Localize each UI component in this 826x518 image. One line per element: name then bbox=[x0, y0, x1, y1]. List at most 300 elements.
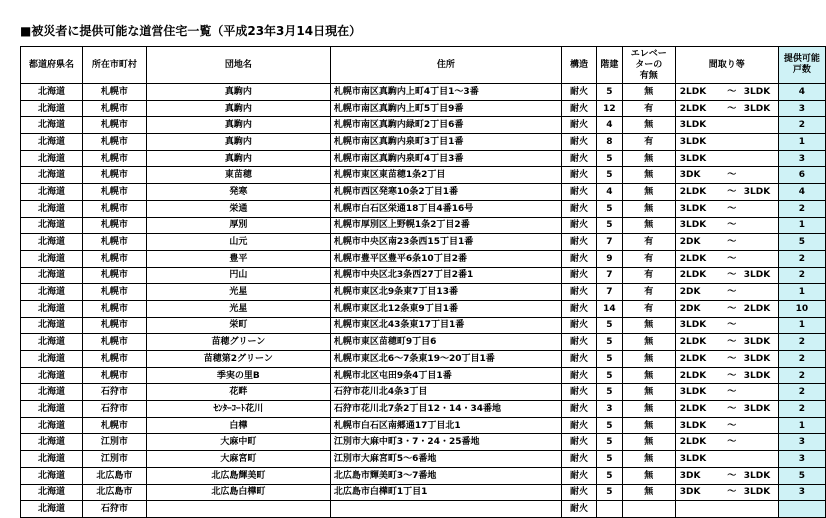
cell-structure: 耐火 bbox=[561, 334, 596, 351]
cell-prefecture: 北海道 bbox=[21, 384, 83, 401]
cell-units: 3 bbox=[778, 451, 825, 468]
cell-units: 1 bbox=[778, 417, 825, 434]
cell-elevator: 無 bbox=[622, 484, 675, 501]
layout-tilde: ～ bbox=[727, 303, 737, 314]
cell-structure: 耐火 bbox=[561, 217, 596, 234]
layout-tilde: ～ bbox=[727, 203, 737, 214]
cell-structure: 耐火 bbox=[561, 484, 596, 501]
layout-from: 3LDK bbox=[679, 120, 707, 131]
cell-city: 札幌市 bbox=[83, 334, 147, 351]
cell-complex-name: 白樺 bbox=[146, 417, 330, 434]
cell-address: 札幌市東区北6～7条東19～20丁目1番 bbox=[330, 351, 561, 368]
cell-prefecture: 北海道 bbox=[21, 117, 83, 134]
cell-layout bbox=[675, 167, 778, 184]
cell-city: 江別市 bbox=[83, 434, 147, 451]
header-address: 住所 bbox=[330, 47, 561, 84]
table-row bbox=[21, 200, 826, 217]
header-elevator-line2: ターの bbox=[635, 59, 663, 70]
cell-layout bbox=[675, 401, 778, 418]
layout-from: 2LDK bbox=[679, 103, 707, 114]
cell-layout bbox=[675, 417, 778, 434]
cell-layout bbox=[675, 484, 778, 501]
cell-prefecture: 北海道 bbox=[21, 451, 83, 468]
cell-city: 札幌市 bbox=[83, 351, 147, 368]
cell-city: 札幌市 bbox=[83, 234, 147, 251]
cell-units: 10 bbox=[778, 300, 825, 317]
layout-from: 3LDK bbox=[679, 320, 707, 331]
cell-structure: 耐火 bbox=[561, 501, 596, 518]
cell-elevator: 有 bbox=[622, 300, 675, 317]
cell-address: 北広島市輝美町3～7番地 bbox=[330, 467, 561, 484]
cell-elevator: 無 bbox=[622, 351, 675, 368]
layout-to: 2LDK bbox=[743, 303, 771, 314]
table-row bbox=[21, 150, 826, 167]
layout-tilde: ～ bbox=[727, 337, 737, 348]
cell-prefecture: 北海道 bbox=[21, 284, 83, 301]
cell-address: 札幌市北区屯田9条4丁目1番 bbox=[330, 367, 561, 384]
layout-tilde: ～ bbox=[727, 86, 737, 97]
cell-structure: 耐火 bbox=[561, 384, 596, 401]
layout-from: 2DK bbox=[679, 237, 701, 248]
cell-address: 札幌市中央区南23条西15丁目1番 bbox=[330, 234, 561, 251]
cell-elevator: 無 bbox=[622, 384, 675, 401]
layout-from: 2LDK bbox=[679, 186, 707, 197]
cell-floors: 5 bbox=[596, 351, 622, 368]
cell-city: 北広島市 bbox=[83, 467, 147, 484]
header-structure: 構造 bbox=[561, 47, 596, 84]
layout-from: 3LDK bbox=[679, 387, 707, 398]
cell-complex-name: 光星 bbox=[146, 300, 330, 317]
cell-floors: 5 bbox=[596, 84, 622, 101]
cell-address: 札幌市厚別区上野幌1条2丁目2番 bbox=[330, 217, 561, 234]
cell-units bbox=[778, 501, 825, 518]
layout-from: 2DK bbox=[679, 287, 701, 298]
layout-to: 3LDK bbox=[743, 470, 771, 481]
cell-prefecture: 北海道 bbox=[21, 434, 83, 451]
layout-to: 3LDK bbox=[743, 103, 771, 114]
table-row bbox=[21, 467, 826, 484]
cell-layout bbox=[675, 300, 778, 317]
cell-structure: 耐火 bbox=[561, 184, 596, 201]
cell-floors: 5 bbox=[596, 334, 622, 351]
header-units-line1: 提供可能 bbox=[783, 54, 820, 64]
cell-elevator: 無 bbox=[622, 434, 675, 451]
cell-address: 札幌市東区北9条東7丁目13番 bbox=[330, 284, 561, 301]
layout-tilde: ～ bbox=[727, 220, 737, 231]
header-elevator-line1: エレベー bbox=[630, 48, 667, 59]
cell-complex-name: 花畔 bbox=[146, 384, 330, 401]
cell-layout bbox=[675, 217, 778, 234]
cell-floors: 7 bbox=[596, 267, 622, 284]
cell-layout bbox=[675, 334, 778, 351]
cell-prefecture: 北海道 bbox=[21, 84, 83, 101]
cell-prefecture: 北海道 bbox=[21, 300, 83, 317]
layout-to: 3LDK bbox=[743, 370, 771, 381]
cell-structure: 耐火 bbox=[561, 434, 596, 451]
cell-units: 3 bbox=[778, 434, 825, 451]
cell-floors: 5 bbox=[596, 434, 622, 451]
cell-units: 2 bbox=[778, 117, 825, 134]
cell-complex-name: 真駒内 bbox=[146, 117, 330, 134]
cell-floors: 3 bbox=[596, 401, 622, 418]
cell-prefecture: 北海道 bbox=[21, 134, 83, 151]
cell-floors: 5 bbox=[596, 367, 622, 384]
cell-prefecture: 北海道 bbox=[21, 184, 83, 201]
cell-floors: 7 bbox=[596, 234, 622, 251]
cell-structure: 耐火 bbox=[561, 84, 596, 101]
layout-from: 2LDK bbox=[679, 337, 707, 348]
table-row bbox=[21, 451, 826, 468]
cell-floors: 5 bbox=[596, 150, 622, 167]
cell-address: 札幌市西区発寒10条2丁目1番 bbox=[330, 184, 561, 201]
table-row bbox=[21, 351, 826, 368]
cell-floors: 12 bbox=[596, 100, 622, 117]
cell-elevator: 無 bbox=[622, 184, 675, 201]
cell-city: 札幌市 bbox=[83, 250, 147, 267]
cell-city: 札幌市 bbox=[83, 300, 147, 317]
cell-structure: 耐火 bbox=[561, 150, 596, 167]
layout-from: 3LDK bbox=[679, 203, 707, 214]
header-elevator-line3: 有無 bbox=[639, 70, 658, 81]
cell-city: 札幌市 bbox=[83, 117, 147, 134]
header-layout: 間取り等 bbox=[675, 47, 778, 84]
cell-city: 札幌市 bbox=[83, 167, 147, 184]
cell-complex-name: 発寒 bbox=[146, 184, 330, 201]
cell-structure: 耐火 bbox=[561, 451, 596, 468]
cell-floors: 4 bbox=[596, 184, 622, 201]
cell-floors: 4 bbox=[596, 117, 622, 134]
cell-elevator: 無 bbox=[622, 200, 675, 217]
housing-table bbox=[20, 46, 826, 518]
cell-complex-name: 円山 bbox=[146, 267, 330, 284]
header-units bbox=[778, 47, 825, 84]
cell-city: 石狩市 bbox=[83, 401, 147, 418]
cell-elevator: 無 bbox=[622, 401, 675, 418]
header-complex: 団地名 bbox=[146, 47, 330, 84]
cell-floors: 5 bbox=[596, 451, 622, 468]
cell-floors: 5 bbox=[596, 217, 622, 234]
layout-from: 3LDK bbox=[679, 420, 707, 431]
cell-layout bbox=[675, 200, 778, 217]
cell-structure: 耐火 bbox=[561, 401, 596, 418]
layout-tilde: ～ bbox=[727, 420, 737, 431]
table-row bbox=[21, 401, 826, 418]
cell-units: 2 bbox=[778, 384, 825, 401]
cell-structure: 耐火 bbox=[561, 100, 596, 117]
cell-layout bbox=[675, 367, 778, 384]
cell-complex-name: 真駒内 bbox=[146, 84, 330, 101]
header-units-line2: 戸数 bbox=[792, 65, 811, 75]
cell-address: 札幌市東区北43条東17丁目1番 bbox=[330, 317, 561, 334]
cell-floors: 5 bbox=[596, 417, 622, 434]
cell-complex-name: 大麻宮町 bbox=[146, 451, 330, 468]
cell-city: 札幌市 bbox=[83, 284, 147, 301]
cell-city: 札幌市 bbox=[83, 317, 147, 334]
table-row bbox=[21, 334, 826, 351]
cell-layout bbox=[675, 184, 778, 201]
cell-prefecture: 北海道 bbox=[21, 217, 83, 234]
table-body bbox=[21, 84, 826, 518]
cell-elevator: 有 bbox=[622, 284, 675, 301]
cell-address: 石狩市花川北7条2丁目12・14・34番地 bbox=[330, 401, 561, 418]
cell-floors: 5 bbox=[596, 484, 622, 501]
cell-address: 北広島市白樺町1丁目1 bbox=[330, 484, 561, 501]
cell-layout bbox=[675, 384, 778, 401]
cell-city: 札幌市 bbox=[83, 134, 147, 151]
cell-address: 石狩市花川北4条3丁目 bbox=[330, 384, 561, 401]
layout-tilde: ～ bbox=[727, 470, 737, 481]
cell-floors: 14 bbox=[596, 300, 622, 317]
cell-prefecture: 北海道 bbox=[21, 351, 83, 368]
layout-tilde: ～ bbox=[727, 320, 737, 331]
cell-complex-name: ｾﾝﾀｰｺｰﾄ花川 bbox=[146, 401, 330, 418]
cell-prefecture: 北海道 bbox=[21, 317, 83, 334]
layout-from: 3DK bbox=[679, 470, 701, 481]
cell-layout bbox=[675, 434, 778, 451]
cell-elevator: 無 bbox=[622, 317, 675, 334]
layout-to: 3LDK bbox=[743, 487, 771, 498]
cell-prefecture: 北海道 bbox=[21, 267, 83, 284]
layout-to: 3LDK bbox=[743, 86, 771, 97]
cell-units: 1 bbox=[778, 217, 825, 234]
cell-units: 1 bbox=[778, 134, 825, 151]
cell-layout bbox=[675, 451, 778, 468]
cell-complex-name: 豊平 bbox=[146, 250, 330, 267]
layout-tilde: ～ bbox=[727, 186, 737, 197]
layout-tilde: ～ bbox=[727, 237, 737, 248]
cell-structure: 耐火 bbox=[561, 284, 596, 301]
cell-layout bbox=[675, 84, 778, 101]
table-row bbox=[21, 234, 826, 251]
table-row bbox=[21, 250, 826, 267]
cell-units: 2 bbox=[778, 250, 825, 267]
cell-prefecture: 北海道 bbox=[21, 401, 83, 418]
cell-units: 3 bbox=[778, 150, 825, 167]
cell-address: 札幌市南区真駒内泉町3丁目1番 bbox=[330, 134, 561, 151]
cell-complex-name: 真駒内 bbox=[146, 150, 330, 167]
cell-city: 江別市 bbox=[83, 451, 147, 468]
cell-address: 札幌市東区東苗穂1条2丁目 bbox=[330, 167, 561, 184]
table-row bbox=[21, 217, 826, 234]
layout-to: 3LDK bbox=[743, 270, 771, 281]
layout-tilde: ～ bbox=[727, 487, 737, 498]
table-row bbox=[21, 167, 826, 184]
cell-address: 札幌市東区苗穂町9丁目6 bbox=[330, 334, 561, 351]
cell-floors: 9 bbox=[596, 250, 622, 267]
cell-structure: 耐火 bbox=[561, 167, 596, 184]
cell-units: 2 bbox=[778, 334, 825, 351]
cell-complex-name: 厚別 bbox=[146, 217, 330, 234]
cell-address: 札幌市東区北12条東9丁目1番 bbox=[330, 300, 561, 317]
cell-elevator: 無 bbox=[622, 367, 675, 384]
cell-elevator: 有 bbox=[622, 250, 675, 267]
cell-address: 札幌市南区真駒内上町4丁目1～3番 bbox=[330, 84, 561, 101]
cell-elevator: 有 bbox=[622, 134, 675, 151]
cell-address: 江別市大麻宮町5～6番地 bbox=[330, 451, 561, 468]
header-prefecture: 都道府県名 bbox=[21, 47, 83, 84]
header-city: 所在市町村 bbox=[83, 47, 147, 84]
cell-prefecture: 北海道 bbox=[21, 467, 83, 484]
layout-tilde: ～ bbox=[727, 353, 737, 364]
cell-address: 札幌市南区真駒内上町5丁目9番 bbox=[330, 100, 561, 117]
cell-elevator: 無 bbox=[622, 334, 675, 351]
layout-from: 2LDK bbox=[679, 403, 707, 414]
cell-prefecture: 北海道 bbox=[21, 501, 83, 518]
table-row bbox=[21, 117, 826, 134]
cell-layout bbox=[675, 317, 778, 334]
layout-from: 2DK bbox=[679, 303, 701, 314]
cell-elevator: 無 bbox=[622, 167, 675, 184]
cell-elevator: 有 bbox=[622, 267, 675, 284]
cell-complex-name: 季実の里B bbox=[146, 367, 330, 384]
cell-units: 1 bbox=[778, 284, 825, 301]
cell-complex-name: 北広島輝美町 bbox=[146, 467, 330, 484]
table-header-row bbox=[21, 47, 826, 84]
cell-layout bbox=[675, 501, 778, 518]
layout-to: 3LDK bbox=[743, 337, 771, 348]
cell-units: 1 bbox=[778, 317, 825, 334]
cell-units: 2 bbox=[778, 200, 825, 217]
cell-prefecture: 北海道 bbox=[21, 100, 83, 117]
cell-complex-name: 大麻中町 bbox=[146, 434, 330, 451]
cell-units: 2 bbox=[778, 267, 825, 284]
layout-to: 3LDK bbox=[743, 403, 771, 414]
table-row bbox=[21, 300, 826, 317]
cell-complex-name: 栄通 bbox=[146, 200, 330, 217]
cell-complex-name: 北広島白樺町 bbox=[146, 484, 330, 501]
layout-from: 3LDK bbox=[679, 136, 707, 147]
cell-city: 石狩市 bbox=[83, 501, 147, 518]
cell-floors: 5 bbox=[596, 384, 622, 401]
table-row bbox=[21, 417, 826, 434]
cell-structure: 耐火 bbox=[561, 234, 596, 251]
layout-tilde: ～ bbox=[727, 370, 737, 381]
cell-prefecture: 北海道 bbox=[21, 484, 83, 501]
cell-complex-name: 真駒内 bbox=[146, 134, 330, 151]
cell-units: 2 bbox=[778, 367, 825, 384]
cell-units: 2 bbox=[778, 351, 825, 368]
table-row bbox=[21, 84, 826, 101]
table-row bbox=[21, 367, 826, 384]
cell-layout bbox=[675, 134, 778, 151]
layout-from: 3LDK bbox=[679, 453, 707, 464]
cell-structure: 耐火 bbox=[561, 200, 596, 217]
cell-complex-name: 光星 bbox=[146, 284, 330, 301]
table-row bbox=[21, 100, 826, 117]
layout-tilde: ～ bbox=[727, 253, 737, 264]
cell-layout bbox=[675, 100, 778, 117]
cell-city: 札幌市 bbox=[83, 200, 147, 217]
cell-city: 札幌市 bbox=[83, 84, 147, 101]
table-row bbox=[21, 434, 826, 451]
cell-floors: 7 bbox=[596, 284, 622, 301]
cell-structure: 耐火 bbox=[561, 134, 596, 151]
cell-units: 2 bbox=[778, 401, 825, 418]
cell-prefecture: 北海道 bbox=[21, 250, 83, 267]
cell-prefecture: 北海道 bbox=[21, 334, 83, 351]
layout-tilde: ～ bbox=[727, 287, 737, 298]
cell-city: 札幌市 bbox=[83, 150, 147, 167]
layout-from: 3DK bbox=[679, 170, 701, 181]
cell-structure: 耐火 bbox=[561, 267, 596, 284]
layout-tilde: ～ bbox=[727, 437, 737, 448]
cell-elevator: 無 bbox=[622, 150, 675, 167]
layout-from: 3LDK bbox=[679, 220, 707, 231]
cell-layout bbox=[675, 234, 778, 251]
table-row bbox=[21, 484, 826, 501]
cell-elevator: 無 bbox=[622, 117, 675, 134]
cell-address bbox=[330, 501, 561, 518]
cell-city: 札幌市 bbox=[83, 267, 147, 284]
layout-tilde: ～ bbox=[727, 170, 737, 181]
header-floors: 階建 bbox=[596, 47, 622, 84]
cell-elevator: 有 bbox=[622, 100, 675, 117]
header-elevator bbox=[622, 47, 675, 84]
cell-floors: 5 bbox=[596, 317, 622, 334]
cell-layout bbox=[675, 284, 778, 301]
cell-city: 札幌市 bbox=[83, 367, 147, 384]
layout-from: 2LDK bbox=[679, 253, 707, 264]
cell-complex-name: 山元 bbox=[146, 234, 330, 251]
table-row bbox=[21, 317, 826, 334]
layout-from: 2LDK bbox=[679, 370, 707, 381]
cell-units: 3 bbox=[778, 100, 825, 117]
cell-elevator: 無 bbox=[622, 417, 675, 434]
cell-floors: 8 bbox=[596, 134, 622, 151]
cell-prefecture: 北海道 bbox=[21, 150, 83, 167]
cell-address: 札幌市白石区南郷通17丁目北1 bbox=[330, 417, 561, 434]
cell-address: 札幌市豊平区豊平6条10丁目2番 bbox=[330, 250, 561, 267]
cell-layout bbox=[675, 150, 778, 167]
cell-structure: 耐火 bbox=[561, 367, 596, 384]
cell-structure: 耐火 bbox=[561, 300, 596, 317]
cell-address: 札幌市中央区北3条西27丁目2番1 bbox=[330, 267, 561, 284]
cell-elevator: 有 bbox=[622, 234, 675, 251]
cell-prefecture: 北海道 bbox=[21, 167, 83, 184]
cell-units: 4 bbox=[778, 84, 825, 101]
cell-floors bbox=[596, 501, 622, 518]
cell-city: 北広島市 bbox=[83, 484, 147, 501]
cell-elevator: 無 bbox=[622, 467, 675, 484]
cell-complex-name: 苗穂第2グリーン bbox=[146, 351, 330, 368]
table-row bbox=[21, 284, 826, 301]
cell-city: 石狩市 bbox=[83, 384, 147, 401]
cell-city: 札幌市 bbox=[83, 417, 147, 434]
table-row bbox=[21, 267, 826, 284]
cell-structure: 耐火 bbox=[561, 117, 596, 134]
cell-floors: 5 bbox=[596, 167, 622, 184]
table-row bbox=[21, 501, 826, 518]
cell-complex-name: 苗穂グリーン bbox=[146, 334, 330, 351]
layout-from: 2LDK bbox=[679, 353, 707, 364]
cell-units: 4 bbox=[778, 184, 825, 201]
cell-floors: 5 bbox=[596, 467, 622, 484]
cell-prefecture: 北海道 bbox=[21, 234, 83, 251]
cell-complex-name: 真駒内 bbox=[146, 100, 330, 117]
table-row bbox=[21, 184, 826, 201]
cell-layout bbox=[675, 467, 778, 484]
cell-address: 江別市大麻中町3・7・24・25番地 bbox=[330, 434, 561, 451]
cell-structure: 耐火 bbox=[561, 250, 596, 267]
cell-structure: 耐火 bbox=[561, 467, 596, 484]
cell-layout bbox=[675, 351, 778, 368]
cell-address: 札幌市南区真駒内泉町4丁目3番 bbox=[330, 150, 561, 167]
cell-elevator: 無 bbox=[622, 451, 675, 468]
cell-address: 札幌市南区真駒内緑町2丁目6番 bbox=[330, 117, 561, 134]
layout-from: 3LDK bbox=[679, 153, 707, 164]
cell-city: 札幌市 bbox=[83, 100, 147, 117]
layout-tilde: ～ bbox=[727, 387, 737, 398]
